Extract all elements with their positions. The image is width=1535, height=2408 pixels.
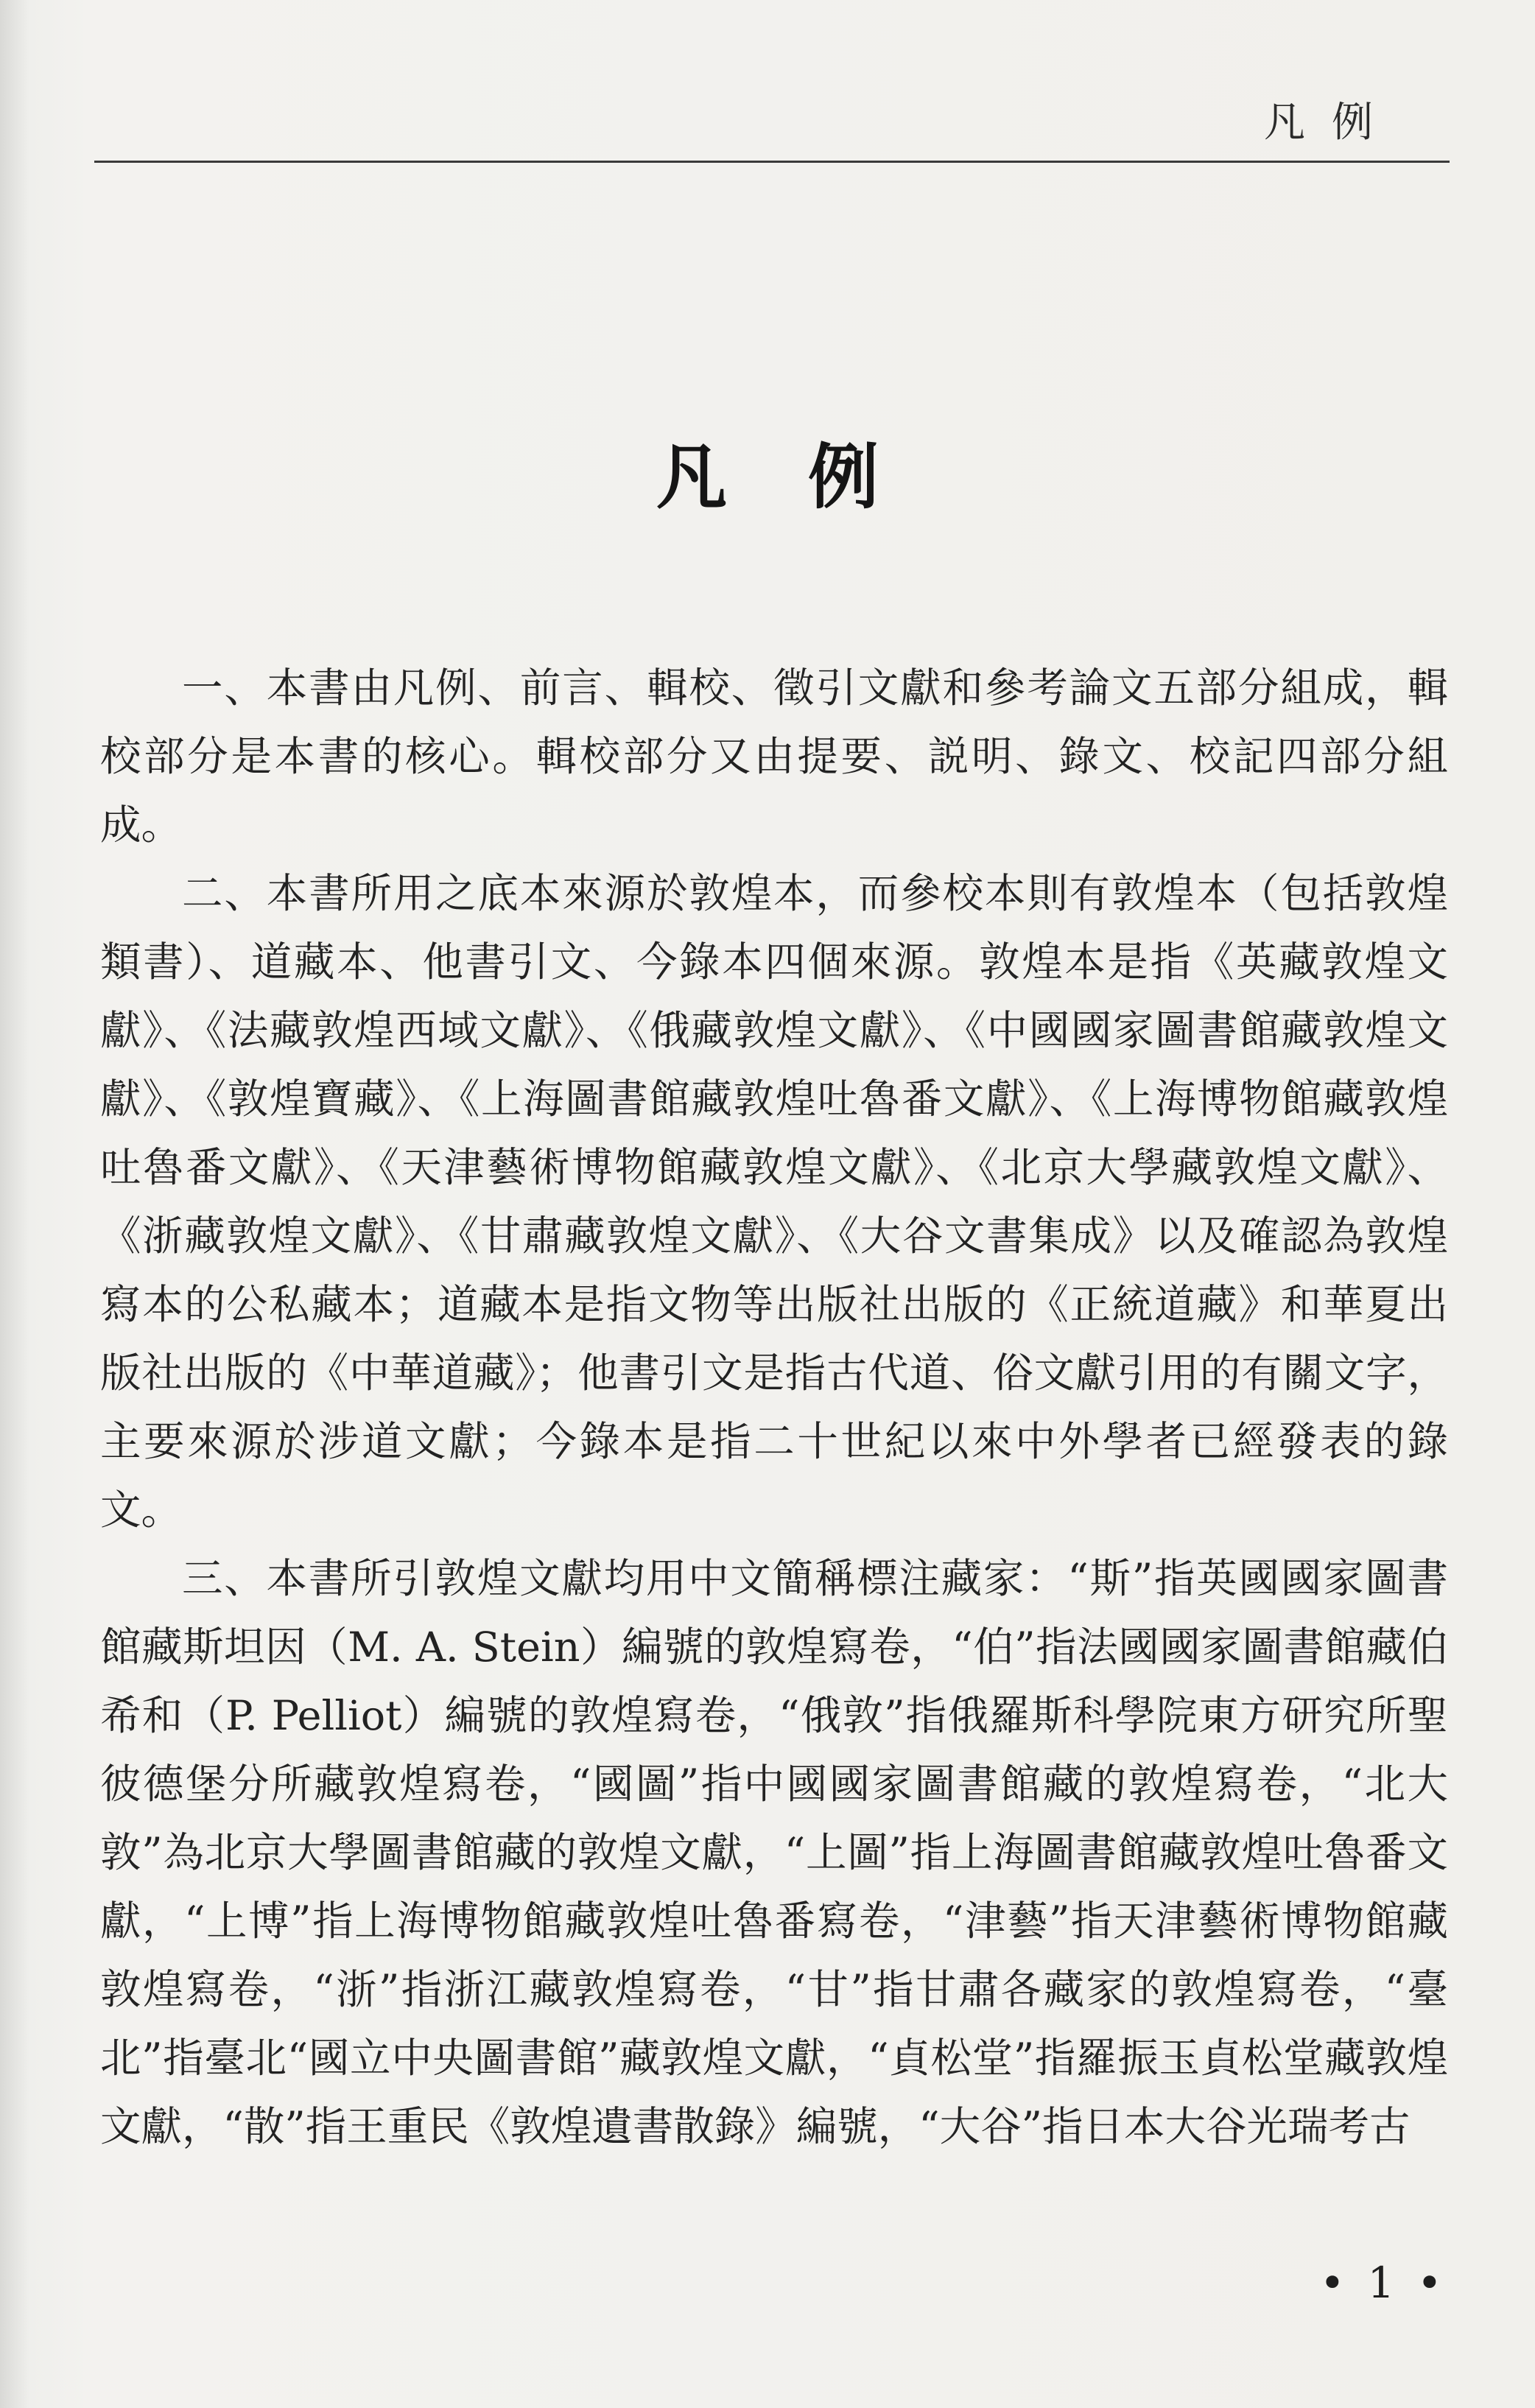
body-text	[100, 654, 1448, 2161]
running-head: 凡例	[1264, 99, 1399, 147]
page-title: 凡例	[656, 436, 960, 519]
header-rule	[94, 161, 1450, 163]
page-number: • 1 •	[1319, 2258, 1447, 2308]
paragraph-2: 二、本書所用之底本來源於敦煌本，而參校本則有敦煌本（包括敦煌類書）、道藏本、他書引文、今錄本四個來源。敦煌本是指《英藏敦煌文獻》、《法藏敦煌西域文獻》、《俄藏敦煌文獻》、《中國國家圖書館藏敦煌文獻》、《敦煌寶藏》、《上海圖書館藏敦煌吐魯番文獻》、《上海博物館藏敦煌吐魯番文獻》、《天津藝術博物館藏敦煌文獻》、《北京大學藏敦煌文獻》、《浙藏敦煌文獻》、《甘肅藏敦煌文獻》、《大谷文書集成》以及確認為敦煌寫本的公私藏本；道藏本是指文物等出版社出版的《正統道藏》和華夏出版社出版的《中華道藏》；他書引文是指古代道、俗文獻引用的有關文字，主要來源於涉道文獻；今錄本是指二十世紀以來中外學者已經發表的錄文。	[100, 870, 1448, 1534]
paragraph-3: 三、本書所引敦煌文獻均用中文簡稱標注藏家：“斯”指英國國家圖書館藏斯坦因（M. A. Stein）編號的敦煌寫卷，“伯”指法國國家圖書館藏伯希和（P. Pelliot）編號的敦煌寫卷，“俄敦”指俄羅斯科學院東方研究所聖彼德堡分所藏敦煌寫卷，“國圖”指中國國家圖書館藏的敦煌寫卷，“北大敦”為北京大學圖書館藏的敦煌文獻，“上圖”指上海圖書館藏敦煌吐魯番文獻，“上博”指上海博物館藏敦煌吐魯番寫卷，“津藝”指天津藝術博物館藏敦煌寫卷，“浙”指浙江藏敦煌寫卷，“甘”指甘肅各藏家的敦煌寫卷，“臺北”指臺北“國立中央圖書館”藏敦煌文獻，“貞松堂”指羅振玉貞松堂藏敦煌文獻，“散”指王重民《敦煌遺書散錄》編號，“大谷”指日本大谷光瑞考古	[100, 1555, 1448, 2151]
paragraph-1: 一、本書由凡例、前言、輯校、徵引文獻和參考論文五部分組成，輯校部分是本書的核心。輯校部分又由提要、説明、錄文、校記四部分組成。	[100, 664, 1448, 849]
